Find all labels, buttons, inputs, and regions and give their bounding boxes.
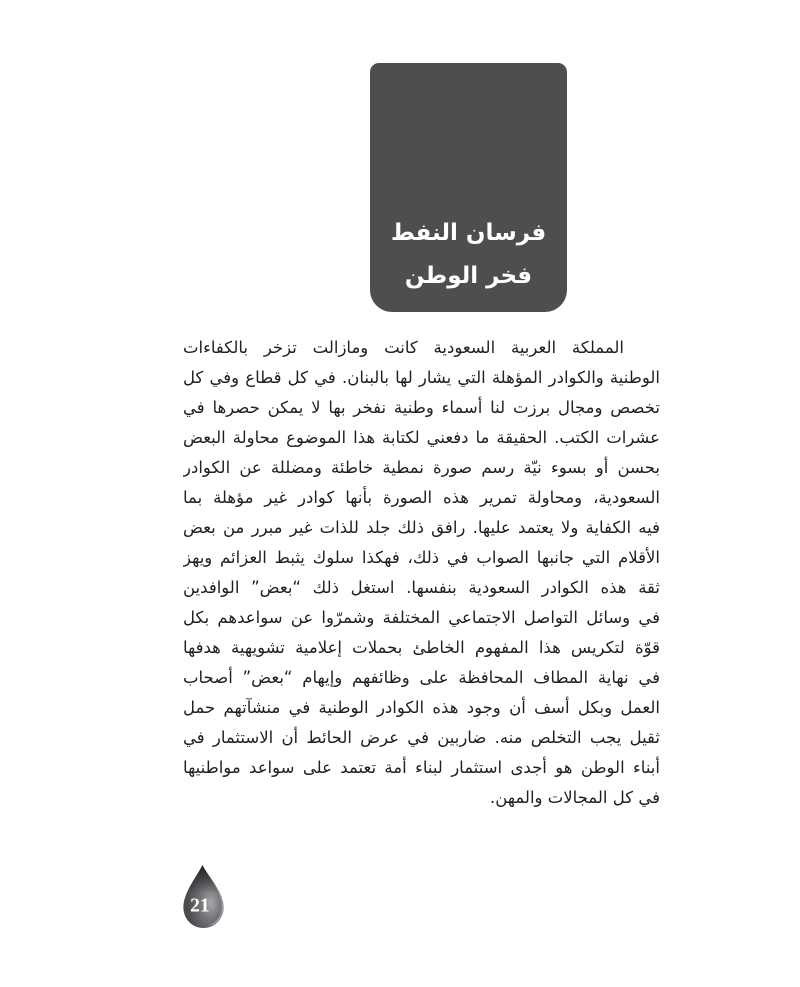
paragraph-line: السعودية، ومحاولة تمرير هذه الصورة بأنها كوادر غير مؤهلة بما: [183, 488, 660, 507]
chapter-title-line1: فرسان النفط: [390, 220, 547, 246]
chapter-title-line2: فخر الوطن: [404, 263, 533, 289]
paragraph-line: أبناء الوطن هو أجدى استثمار لبناء أمة تعتمد على سواعد مواطنيها: [183, 758, 660, 777]
paragraph-line: عشرات الكتب. الحقيقة ما دفعني لكتابة هذا الموضوع محاولة البعض: [183, 428, 660, 447]
paragraph-line: العمل وبكل أسف أن وجود هذه الكوادر الوطنية في منشآتهم حمل: [183, 698, 660, 717]
paragraph-line: ثقيل يجب التخلص منه. ضاربين في عرض الحائط أن الاستثمار في: [183, 728, 660, 747]
page-footer: [180, 864, 228, 930]
paragraph-line: في كل المجالات والمهن.: [489, 788, 660, 807]
paragraph-line: قوّة لتكريس هذا المفهوم الخاطئ بحملات إعلامية تشويهية هدفها: [183, 638, 660, 657]
oil-drop-icon: [180, 864, 228, 930]
page-number: 21: [190, 895, 210, 917]
body-paragraph: [183, 333, 660, 813]
paragraph-line: في نهاية المطاف المحافظة على وظائفهم وإيهام “بعض” أصحاب: [183, 668, 660, 687]
paragraph-line: تخصص ومجال برزت لنا أسماء وطنية نفخر بها لا يمكن حصرها في: [183, 398, 660, 417]
paragraph-line: الأقلام التي جانبها الصواب في ذلك، فهكذا سلوك يثبط العزائم ويهز: [183, 548, 660, 567]
paragraph-line: فيه الكفاية ولا يعتمد عليها. رافق ذلك جلد للذات غير مبرر من بعض: [183, 518, 660, 537]
chapter-title-card: [370, 63, 567, 312]
paragraph-line: الوطنية والكوادر المؤهلة التي يشار لها بالبنان. في كل قطاع وفي كل: [183, 368, 660, 387]
paragraph-line: بحسن أو بسوء نيّة رسم صورة نمطية خاطئة ومضللة عن الكوادر: [183, 458, 660, 477]
paragraph-line: في وسائل التواصل الاجتماعي المختلفة وشمرّوا عن سواعدهم بكل: [183, 608, 660, 627]
paragraph-line: المملكة العربية السعودية كانت ومازالت تزخر بالكفاءات: [183, 338, 624, 357]
paragraph-line: ثقة هذه الكوادر السعودية بنفسها. استغل ذلك “بعض” الوافدين: [183, 578, 660, 597]
